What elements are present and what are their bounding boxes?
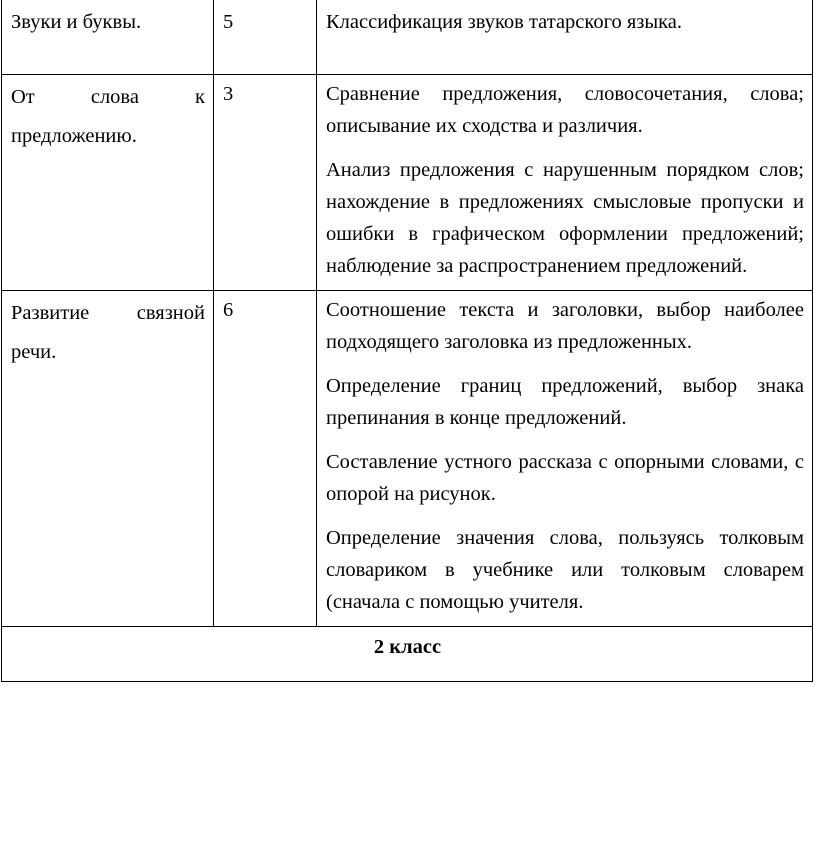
topic-text: Звуки и буквы. — [11, 11, 142, 33]
hours-text: 6 — [223, 299, 234, 321]
topic-text-line1: От слова к — [11, 86, 205, 108]
topic-cell — [2, 75, 214, 291]
topic-cell — [2, 0, 214, 75]
hours-cell — [214, 291, 317, 627]
section-heading-row — [2, 627, 813, 682]
content-paragraph: Составление устного рассказа с опорными словами, с опорой на рисунок. — [326, 451, 804, 505]
content-paragraph: Анализ предложения с нарушенным порядком слов; нахождение в предложениях смысловые пропуски и ошибки в графическом оформлении предложений; наблюдение за распространением предложений. — [326, 159, 804, 277]
table-row — [2, 75, 813, 291]
content-paragraph: Определение границ предложений, выбор знака препинания в конце предложений. — [326, 375, 804, 429]
content-paragraph: Сравнение предложения, словосочетания, слова; описывание их сходства и различия. — [326, 83, 804, 137]
section-heading: 2 класс — [2, 627, 813, 682]
content-paragraph: Соотношение текста и заголовки, выбор наиболее подходящего заголовка из предложенных. — [326, 299, 804, 353]
topic-text-line2: речи. — [11, 341, 57, 363]
hours-text: 5 — [223, 11, 234, 33]
topic-text-line1: Развитие связной — [11, 302, 205, 324]
content-cell — [317, 75, 813, 291]
curriculum-table — [1, 0, 813, 682]
content-cell — [317, 291, 813, 627]
content-cell — [317, 0, 813, 75]
topic-cell — [2, 291, 214, 627]
content-paragraph: Классификация звуков татарского языка. — [326, 11, 683, 33]
table-row — [2, 0, 813, 75]
content-paragraph: Определение значения слова, пользуясь толковым словариком в учебнике или толковым словарем (сначала с помощью учителя. — [326, 527, 804, 613]
hours-cell — [214, 75, 317, 291]
topic-text-line2: предложению. — [11, 125, 137, 147]
hours-text: 3 — [223, 83, 234, 105]
hours-cell — [214, 0, 317, 75]
table-row — [2, 291, 813, 627]
